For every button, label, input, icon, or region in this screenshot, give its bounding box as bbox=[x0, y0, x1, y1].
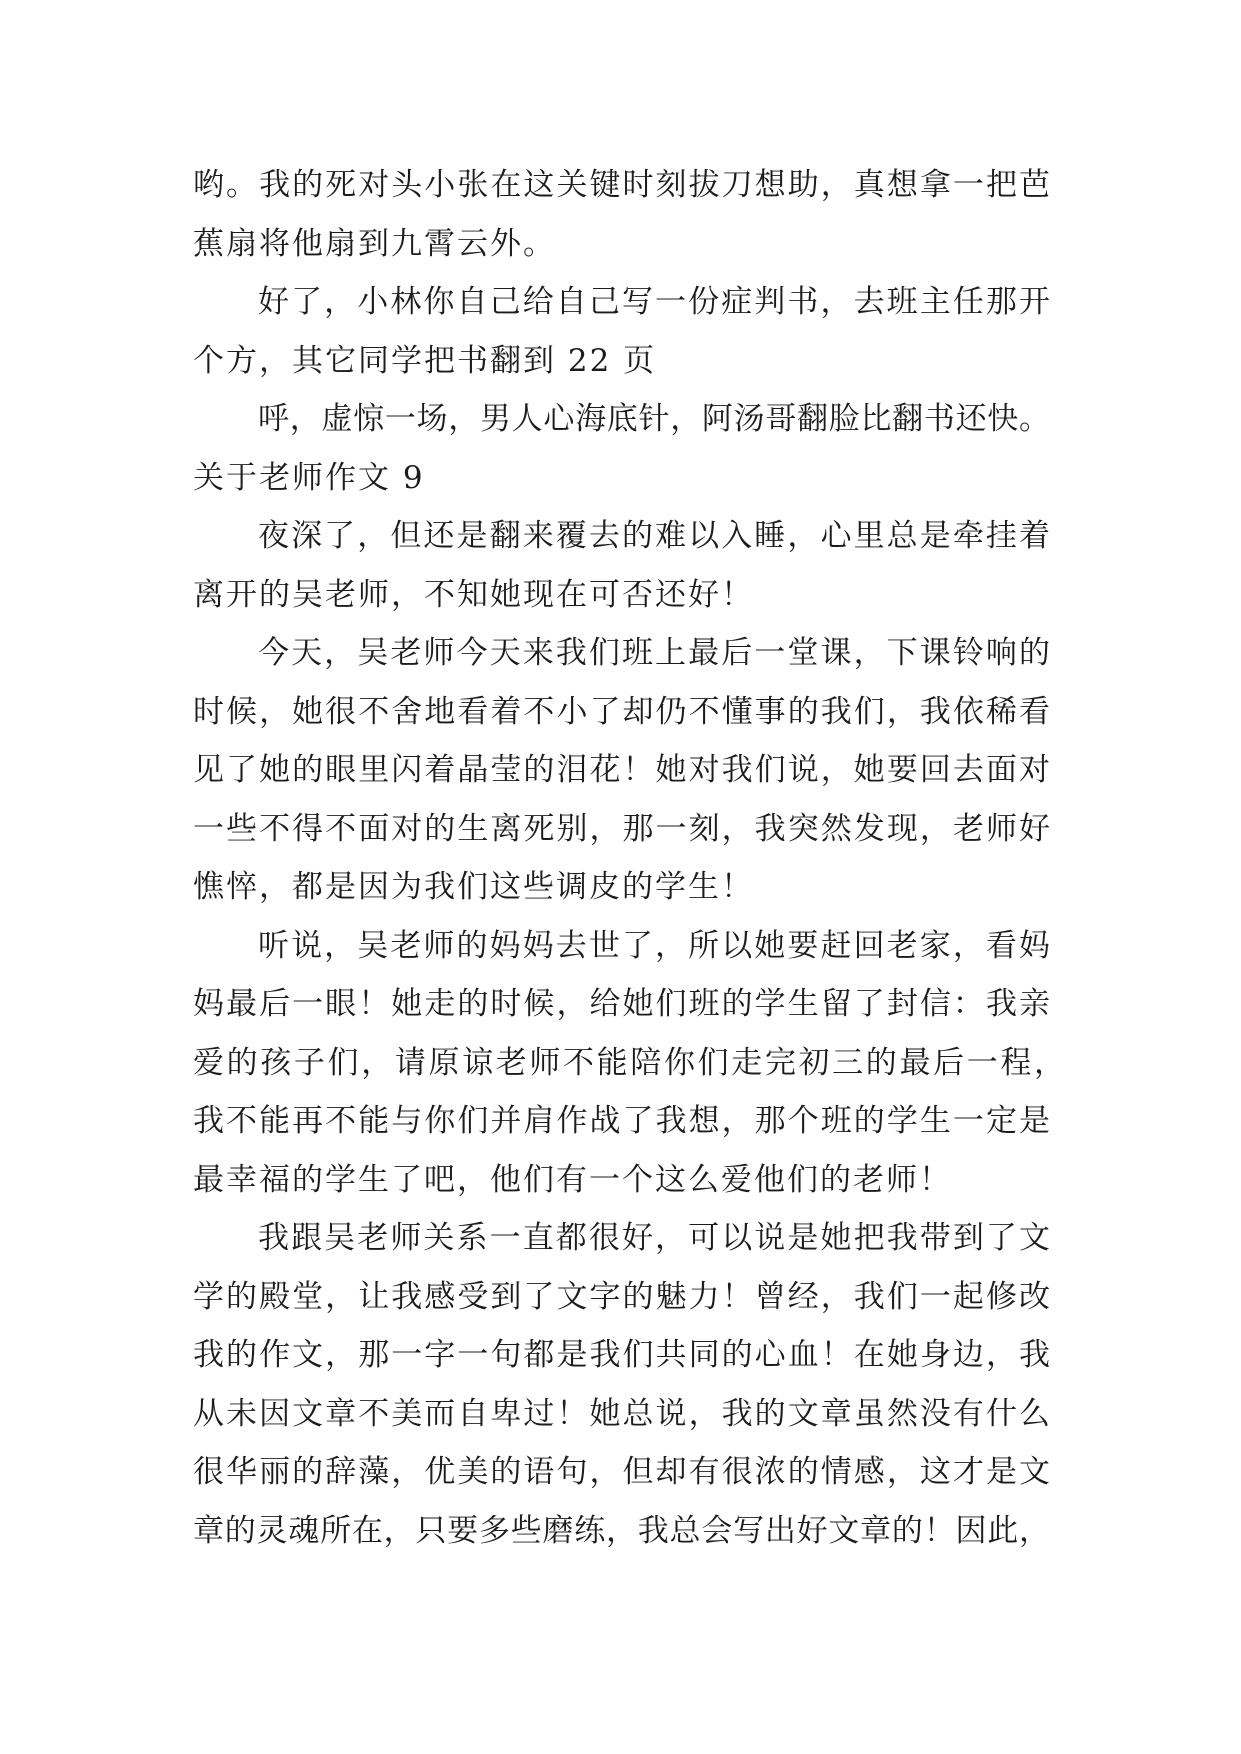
text-line: 个方，其它同学把书翻到 22 页 bbox=[193, 342, 657, 379]
text-line: 离开的吴老师，不知她现在可否还好！ bbox=[193, 576, 754, 613]
text-line: 见了她的眼里闪着晶莹的泪花！她对我们说，她要回去面对 bbox=[193, 752, 1050, 788]
text-line: 今天，吴老师今天来我们班上最后一堂课，下课铃响的 bbox=[258, 635, 1050, 671]
text-line: 最幸福的学生了吧，他们有一个这么爱他们的老师！ bbox=[193, 1161, 952, 1198]
paragraph bbox=[193, 156, 1050, 273]
document-body bbox=[193, 156, 1065, 1560]
paragraph bbox=[193, 507, 1050, 624]
paragraph bbox=[193, 1209, 1050, 1560]
text-line: 学的殿堂，让我感受到了文字的魅力！曾经，我们一起修改 bbox=[193, 1278, 1050, 1315]
essay-title: 关于老师作文 9 bbox=[193, 459, 425, 496]
text-line: 哟。我的死对头小张在这关键时刻拔刀想助，真想拿一把芭 bbox=[193, 167, 1050, 203]
text-line: 时候，她很不舍地看着不小了却仍不懂事的我们，我依稀看 bbox=[193, 693, 1050, 730]
text-line: 我跟吴老师关系一直都很好，可以说是她把我带到了文 bbox=[258, 1220, 1050, 1256]
paragraph bbox=[193, 390, 1050, 449]
text-line: 章的灵魂所在，只要多些磨练，我总会写出好文章的！因此， bbox=[193, 1512, 1050, 1549]
text-line: 爱的孩子们，请原谅老师不能陪你们走完初三的最后一程， bbox=[193, 1044, 1065, 1081]
text-line: 我不能再不能与你们并肩作战了我想，那个班的学生一定是 bbox=[193, 1103, 1050, 1139]
paragraph bbox=[193, 917, 1065, 1210]
text-line: 憔悴，都是因为我们这些调皮的学生！ bbox=[193, 869, 754, 905]
text-line: 妈最后一眼！她走的时候，给她们班的学生留了封信：我亲 bbox=[193, 986, 1050, 1022]
text-line: 从未因文章不美而自卑过！她总说，我的文章虽然没有什么 bbox=[193, 1395, 1050, 1432]
text-line: 我的作文，那一字一句都是我们共同的心血！在她身边，我 bbox=[193, 1337, 1050, 1373]
paragraph bbox=[193, 624, 1050, 917]
text-line: 一些不得不面对的生离死别，那一刻，我突然发现，老师好 bbox=[193, 810, 1050, 847]
text-line: 很华丽的辞藻，优美的语句，但却有很浓的情感，这才是文 bbox=[193, 1454, 1050, 1490]
text-line: 蕉扇将他扇到九霄云外。 bbox=[193, 225, 556, 262]
text-line: 好了，小林你自己给自己写一份症判书，去班主任那开 bbox=[258, 284, 1050, 320]
text-line: 呼，虚惊一场，男人心海底针，阿汤哥翻脸比翻书还快。 bbox=[258, 401, 1050, 437]
text-line: 夜深了，但还是翻来覆去的难以入睡，心里总是牵挂着 bbox=[258, 518, 1050, 554]
text-line: 听说，吴老师的妈妈去世了，所以她要赶回老家，看妈 bbox=[258, 927, 1050, 964]
paragraph bbox=[193, 273, 1050, 390]
